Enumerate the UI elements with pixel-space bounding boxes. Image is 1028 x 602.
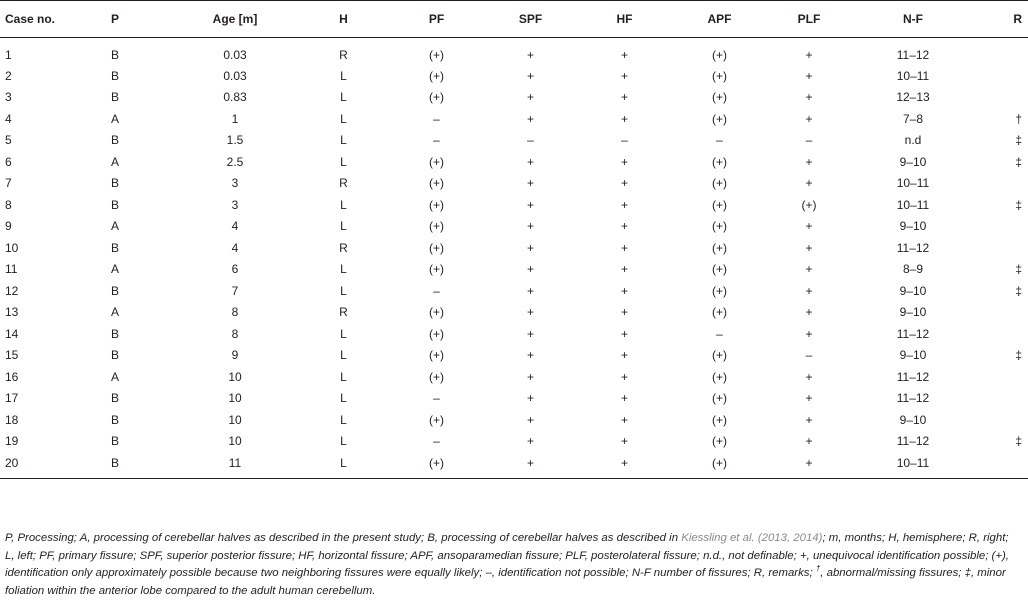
cell-processing: A [111,219,120,234]
cell-plf: + [805,176,813,191]
cell-hf: + [620,434,628,449]
cell-remarks: ‡ [1015,434,1022,449]
cell-case-no: 14 [5,326,19,341]
cell-hf: + [620,412,628,427]
cell-spf: – [527,133,534,148]
cell-remarks [975,38,1028,66]
cell-hf: + [620,369,628,384]
cell-age: 8 [231,326,239,341]
cell-apf: (+) [672,452,767,478]
cell-hf: + [620,262,628,277]
cell-hemisphere: L [298,452,389,478]
cell-processing: B [111,326,120,341]
cell-age: 1 [231,111,239,126]
cell-spf: + [526,111,534,126]
cell-age: 4 [231,219,239,234]
table-row [0,237,1028,259]
cell-pf: (+) [429,326,444,341]
cell-apf: (+) [712,391,727,406]
cell-pf: – [433,133,440,148]
cell-pf: (+) [429,219,444,234]
cell-age: 2.5 [226,154,244,169]
cell-hf: + [620,240,628,255]
cell-hf: + [620,219,628,234]
header-case-no: Case no. [0,1,111,38]
cell-processing: A [111,111,120,126]
header-number-of-fissures: N-F [851,1,975,38]
cell-hemisphere: L [340,111,347,126]
cell-hemisphere: L [340,154,347,169]
cell-apf: – [716,326,723,341]
cell-processing: B [111,434,120,449]
cell-age: 0.03 [223,68,247,83]
cell-apf: (+) [712,111,727,126]
cell-processing: B [111,133,120,148]
cell-remarks [975,173,1028,195]
cell-spf: + [526,369,534,384]
cell-case-no: 18 [5,412,19,427]
cell-plf: + [805,283,813,298]
cell-hf: + [577,452,672,478]
cell-plf: – [805,348,813,363]
table-row [0,323,1028,345]
table-body [0,38,1028,479]
cell-hemisphere: L [340,219,347,234]
cell-apf: (+) [712,283,727,298]
cell-plf: + [805,305,813,320]
cell-processing: B [111,283,120,298]
cell-case-no: 12 [5,283,19,298]
cell-spf: + [526,348,534,363]
cell-plf: + [805,240,813,255]
table-row [0,87,1028,109]
cell-hemisphere: R [339,47,348,62]
cell-remarks: † [1015,111,1022,126]
footnote-text-part3: , abnormal/missing fissures; ‡, minor foliation within the anterior lobe compared to the adult human cerebellum. [5,567,1006,597]
cell-hemisphere: L [340,283,347,298]
cell-pf: (+) [429,197,444,212]
cell-plf: + [805,391,813,406]
footnote-text-part2: ; m, months; H, hemisphere; R, right; L, left; PF, primary fissure; SPF, superior posterior fissure; HF, horizontal fissure; APF, ansoparamedian fissure; PLF, posterolateral fissure; n.d., not definable; +, unequivocal identification possible; (+), identification only approximately possible because two neighboring fissures were equally likely; –, identification not possible; N-F number of fissures; R, remarks; [5,532,1009,579]
cell-pf: – [433,283,440,298]
cell-remarks: ‡ [1015,262,1022,277]
cell-number-of-fissures: 11–12 [896,240,930,255]
cell-apf: (+) [712,154,727,169]
cell-number-of-fissures: 11–12 [896,369,930,384]
cell-processing: B [111,391,120,406]
cell-hemisphere: R [339,305,348,320]
header-hemisphere: H [298,1,389,38]
cell-processing: B [111,240,120,255]
table-row [0,366,1028,388]
cell-hf: + [620,305,628,320]
cell-apf: (+) [712,219,727,234]
cell-number-of-fissures: 9–10 [899,283,927,298]
header-remarks: R [975,1,1028,38]
cell-remarks [975,388,1028,410]
cell-case-no: 19 [5,434,19,449]
cell-number-of-fissures: n.d [904,133,922,148]
cell-hf: + [620,47,628,62]
cell-spf: + [484,452,577,478]
cell-apf: (+) [712,240,727,255]
cell-hf: + [620,111,628,126]
cell-age: 10 [228,369,242,384]
cell-case-no: 9 [5,219,12,234]
cell-spf: + [526,47,534,62]
cell-hemisphere: L [340,133,347,148]
cell-age: 11 [172,452,298,478]
table-row [0,151,1028,173]
cell-case-no: 4 [5,111,12,126]
cell-processing: B [111,176,120,191]
cell-number-of-fissures: 7–8 [902,111,924,126]
cell-remarks [975,65,1028,87]
cell-remarks [975,237,1028,259]
cell-spf: + [526,412,534,427]
cell-apf: (+) [712,434,727,449]
cell-case-no: 10 [5,240,19,255]
cell-spf: + [526,283,534,298]
cell-number-of-fissures: 11–12 [896,434,930,449]
cell-remarks [975,409,1028,431]
table-row [0,409,1028,431]
cell-number-of-fissures: 9–10 [899,412,927,427]
cell-age: 3 [231,176,239,191]
cell-number-of-fissures: 9–10 [899,348,927,363]
cell-remarks: ‡ [1015,348,1022,363]
cell-case-no: 1 [5,47,12,62]
cell-hemisphere: L [340,197,347,212]
cell-plf: + [805,47,813,62]
cell-spf: + [526,176,534,191]
cell-remarks [975,452,1028,478]
cell-number-of-fissures: 10–11 [896,68,930,83]
cell-spf: + [526,197,534,212]
cell-pf: (+) [429,68,444,83]
cell-processing: B [111,47,120,62]
cell-age: 9 [231,348,239,363]
cell-case-no: 2 [5,68,12,83]
cell-processing: A [111,262,120,277]
cell-pf: – [433,391,440,406]
cell-plf: + [805,90,813,105]
cell-plf: + [805,434,813,449]
cell-case-no: 20 [0,452,111,478]
cell-hemisphere: L [340,412,347,427]
cell-pf: (+) [429,154,444,169]
cell-remarks: ‡ [1015,283,1022,298]
cell-hemisphere: L [340,262,347,277]
cell-spf: + [526,240,534,255]
table-footnote [5,530,1013,600]
cell-remarks [975,216,1028,238]
cell-hemisphere: L [340,391,347,406]
footnote-text-part1: P, Processing; A, processing of cerebellar halves as described in the present study; B, processing of cerebellar halves as described in [5,532,682,544]
table-row [0,388,1028,410]
table-row [0,452,1028,478]
cell-apf: (+) [712,68,727,83]
cell-hemisphere: L [340,68,347,83]
cell-processing: A [111,154,120,169]
cell-age: 6 [231,262,239,277]
cell-number-of-fissures: 11–12 [896,326,930,341]
cell-processing: B [111,68,120,83]
cell-case-no: 17 [5,391,19,406]
table-row [0,431,1028,453]
cell-pf: (+) [429,305,444,320]
cell-processing: B [111,90,120,105]
cell-age: 0.03 [223,47,247,62]
cell-number-of-fissures: 11–12 [896,391,930,406]
cell-plf: + [805,369,813,384]
cell-age: 10 [228,391,242,406]
cell-plf: + [805,219,813,234]
cell-remarks [975,302,1028,324]
cell-number-of-fissures: 11–12 [896,47,930,62]
cell-hf: + [620,283,628,298]
cell-hf: + [620,176,628,191]
cell-remarks [975,323,1028,345]
cell-number-of-fissures: 9–10 [899,219,927,234]
header-age: Age [m] [172,1,298,38]
cell-apf: (+) [712,90,727,105]
cell-pf: (+) [429,369,444,384]
cell-number-of-fissures: 9–10 [899,154,927,169]
cell-age: 10 [228,434,242,449]
cell-apf: (+) [712,348,727,363]
cell-processing: B [111,412,120,427]
cell-number-of-fissures: 9–10 [899,305,927,320]
cell-pf: (+) [389,452,484,478]
cell-spf: + [526,434,534,449]
cell-pf: (+) [429,348,444,363]
cell-plf: + [767,452,851,478]
cell-number-of-fissures: 10–11 [896,176,930,191]
cell-apf: (+) [712,262,727,277]
cell-hf: + [620,197,628,212]
cell-age: 3 [231,197,239,212]
cell-pf: (+) [429,240,444,255]
header-pf: PF [389,1,484,38]
header-spf: SPF [484,1,577,38]
table-row [0,302,1028,324]
cell-plf: + [805,111,813,126]
cell-spf: + [526,326,534,341]
cell-apf: (+) [712,369,727,384]
table-row [0,280,1028,302]
cell-age: 8 [231,305,239,320]
table-row [0,38,1028,66]
cell-spf: + [526,154,534,169]
cell-case-no: 7 [5,176,12,191]
cell-hf: + [620,391,628,406]
header-apf: APF [672,1,767,38]
cell-remarks: ‡ [1015,154,1022,169]
table-row [0,216,1028,238]
cell-pf: (+) [429,47,444,62]
cell-apf: – [716,133,723,148]
cell-apf: (+) [712,305,727,320]
header-plf: PLF [767,1,851,38]
cell-processing: B [111,348,120,363]
cell-spf: + [526,90,534,105]
cell-processing: A [111,369,120,384]
header-processing: P [111,1,172,38]
cell-case-no: 16 [5,369,19,384]
cell-spf: + [526,391,534,406]
cell-number-of-fissures: 10–11 [896,197,930,212]
cell-hemisphere: R [339,240,348,255]
header-row [0,1,1028,38]
cell-apf: (+) [712,197,727,212]
cell-case-no: 13 [5,305,19,320]
cell-hf: – [621,133,628,148]
table-header [0,1,1028,38]
cell-hemisphere: L [340,326,347,341]
cell-processing: B [111,452,172,478]
cell-case-no: 8 [5,197,12,212]
cell-age: 7 [231,283,239,298]
cell-processing: B [111,197,120,212]
cell-spf: + [526,262,534,277]
table-row [0,345,1028,367]
cell-age: 1.5 [226,133,244,148]
cell-hemisphere: L [340,90,347,105]
cell-hf: + [620,90,628,105]
cell-pf: (+) [429,412,444,427]
cell-number-of-fissures: 10–11 [851,452,975,478]
cell-hf: + [620,326,628,341]
cell-processing: A [111,305,120,320]
cell-case-no: 11 [5,262,18,277]
cell-hemisphere: L [340,369,347,384]
header-hf: HF [577,1,672,38]
cell-plf: + [805,68,813,83]
table-row [0,259,1028,281]
cell-plf: + [805,262,813,277]
cell-plf: + [805,326,813,341]
cell-age: 4 [231,240,239,255]
cell-hemisphere: L [340,348,347,363]
cell-apf: (+) [712,412,727,427]
cell-age: 10 [228,412,242,427]
cell-pf: (+) [429,176,444,191]
cell-remarks: ‡ [1015,197,1022,212]
cell-hf: + [620,68,628,83]
cell-case-no: 6 [5,154,12,169]
cell-hf: + [620,154,628,169]
cell-spf: + [526,305,534,320]
cell-hf: + [620,348,628,363]
cell-spf: + [526,68,534,83]
cell-pf: (+) [429,262,444,277]
cell-number-of-fissures: 8–9 [902,262,924,277]
cell-case-no: 5 [5,133,12,148]
footnote-dagger-symbol: † [815,564,821,574]
cell-plf: – [805,133,813,148]
cell-hemisphere: R [339,176,348,191]
cell-plf: + [805,154,813,169]
cell-remarks [975,366,1028,388]
cell-pf: (+) [429,90,444,105]
cell-plf: (+) [801,197,817,212]
table-row [0,194,1028,216]
table-row [0,130,1028,152]
table-row [0,65,1028,87]
cell-apf: (+) [712,47,727,62]
cell-spf: + [526,219,534,234]
cell-hemisphere: L [340,434,347,449]
table-row [0,173,1028,195]
table-row [0,108,1028,130]
cell-age: 0.83 [223,90,247,105]
cell-pf: – [433,434,440,449]
cell-plf: + [805,412,813,427]
cell-apf: (+) [712,176,727,191]
cell-remarks: ‡ [1015,133,1022,148]
cell-number-of-fissures: 12–13 [896,90,930,105]
cell-pf: – [433,111,440,126]
cell-case-no: 3 [5,90,12,105]
cell-case-no: 15 [5,348,19,363]
footnote-reference-link[interactable]: Kiessling et al. (2013, 2014) [681,532,823,544]
cell-remarks [975,87,1028,109]
